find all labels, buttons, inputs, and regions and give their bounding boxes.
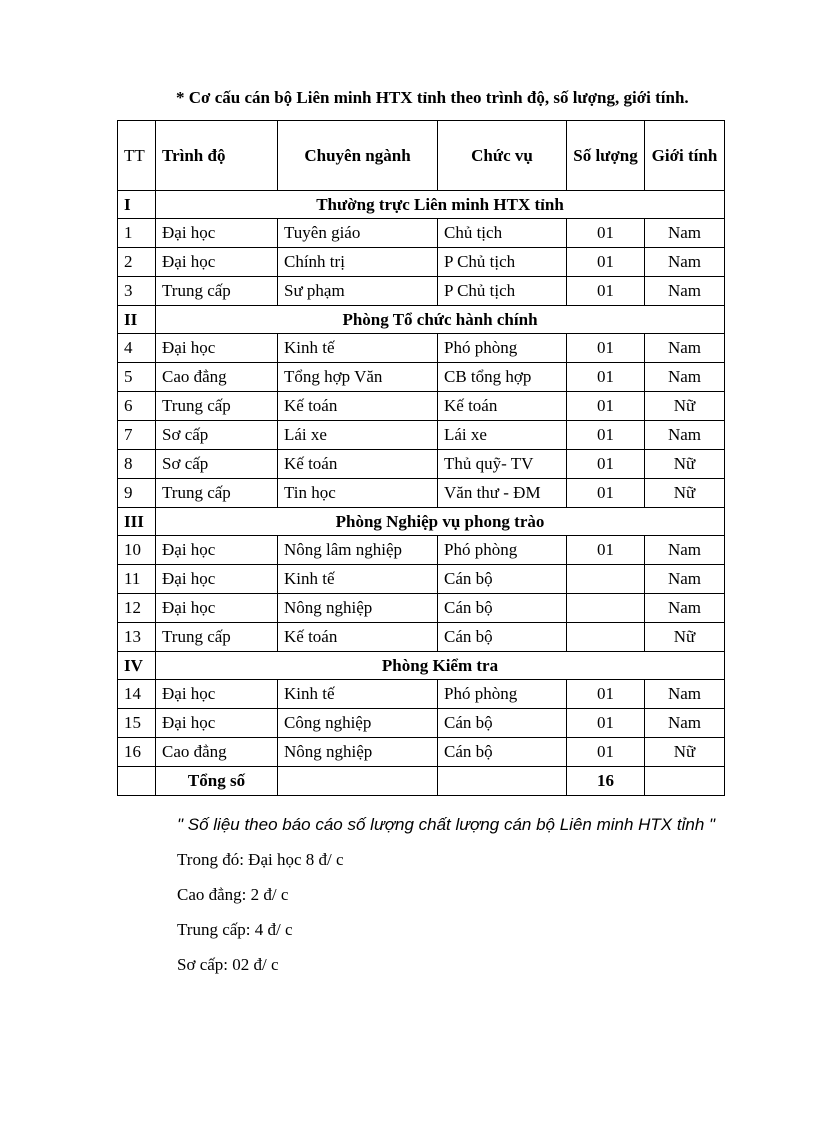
summary-line-4: Sơ cấp: 02 đ/ c [177, 955, 279, 974]
row-number: 4 [118, 334, 156, 363]
row-number: 6 [118, 392, 156, 421]
row-major: Kinh tế [278, 565, 438, 594]
row-level: Đại học [156, 680, 278, 709]
summary-line-3: Trung cấp: 4 đ/ c [177, 920, 293, 939]
header-gender: Giới tính [645, 121, 725, 191]
section-name: Phòng Tổ chức hành chính [156, 306, 725, 334]
row-major: Kinh tế [278, 334, 438, 363]
table-header-row [118, 121, 725, 191]
row-quantity: 01 [567, 392, 645, 421]
row-major: Sư phạm [278, 277, 438, 306]
row-position: Văn thư - ĐM [438, 479, 567, 508]
row-gender: Nam [645, 536, 725, 565]
row-major: Kế toán [278, 392, 438, 421]
section-name: Phòng Kiểm tra [156, 652, 725, 680]
row-gender: Nữ [645, 623, 725, 652]
header-level: Trình độ [156, 121, 278, 191]
row-quantity: 01 [567, 277, 645, 306]
row-level: Sơ cấp [156, 421, 278, 450]
table-row [118, 709, 725, 738]
document-title: * Cơ cấu cán bộ Liên minh HTX tỉnh theo trình độ, số lượng, giới tính. [176, 88, 689, 107]
source-note: " Số liệu theo báo cáo số lượng chất lượng cán bộ Liên minh HTX tỉnh " [177, 815, 716, 834]
row-number: 10 [118, 536, 156, 565]
table-row [118, 536, 725, 565]
table-row [118, 248, 725, 277]
table-row [118, 421, 725, 450]
row-number: 15 [118, 709, 156, 738]
row-position: Cán bộ [438, 738, 567, 767]
row-gender: Nữ [645, 738, 725, 767]
total-empty-gender [645, 767, 725, 796]
row-level: Đại học [156, 248, 278, 277]
row-quantity: 01 [567, 334, 645, 363]
row-quantity [567, 594, 645, 623]
row-level: Trung cấp [156, 623, 278, 652]
table-row [118, 565, 725, 594]
row-number: 7 [118, 421, 156, 450]
total-label: Tổng số [156, 767, 278, 796]
row-quantity: 01 [567, 363, 645, 392]
table-row [118, 594, 725, 623]
row-quantity: 01 [567, 219, 645, 248]
table-row [118, 680, 725, 709]
row-level: Đại học [156, 709, 278, 738]
staff-structure-table [117, 120, 725, 796]
row-position: Cán bộ [438, 623, 567, 652]
row-quantity [567, 623, 645, 652]
header-tt: TT [118, 121, 156, 191]
table-row [118, 363, 725, 392]
row-number: 1 [118, 219, 156, 248]
row-number: 16 [118, 738, 156, 767]
section-number: I [118, 191, 156, 219]
row-gender: Nam [645, 709, 725, 738]
row-level: Trung cấp [156, 479, 278, 508]
row-quantity [567, 565, 645, 594]
total-row [118, 767, 725, 796]
row-level: Đại học [156, 219, 278, 248]
row-number: 3 [118, 277, 156, 306]
row-position: Thủ quỹ- TV [438, 450, 567, 479]
row-gender: Nam [645, 565, 725, 594]
table-row [118, 450, 725, 479]
row-position: Cán bộ [438, 594, 567, 623]
row-position: Phó phòng [438, 680, 567, 709]
row-gender: Nam [645, 421, 725, 450]
header-quantity: Số lượng [567, 121, 645, 191]
row-gender: Nam [645, 248, 725, 277]
row-major: Tổng hợp Văn [278, 363, 438, 392]
row-level: Trung cấp [156, 392, 278, 421]
row-gender: Nam [645, 363, 725, 392]
row-level: Đại học [156, 536, 278, 565]
row-gender: Nam [645, 594, 725, 623]
row-position: P Chủ tịch [438, 277, 567, 306]
row-quantity: 01 [567, 680, 645, 709]
row-number: 5 [118, 363, 156, 392]
row-major: Nông lâm nghiệp [278, 536, 438, 565]
row-number: 2 [118, 248, 156, 277]
row-position: Chủ tịch [438, 219, 567, 248]
section-row [118, 508, 725, 536]
row-number: 13 [118, 623, 156, 652]
row-gender: Nam [645, 680, 725, 709]
row-major: Tuyên giáo [278, 219, 438, 248]
section-number: IV [118, 652, 156, 680]
header-major: Chuyên ngành [278, 121, 438, 191]
row-gender: Nữ [645, 479, 725, 508]
row-number: 12 [118, 594, 156, 623]
row-quantity: 01 [567, 421, 645, 450]
row-position: Kế toán [438, 392, 567, 421]
row-number: 11 [118, 565, 156, 594]
table-row [118, 334, 725, 363]
section-name: Thường trực Liên minh HTX tỉnh [156, 191, 725, 219]
row-number: 9 [118, 479, 156, 508]
row-gender: Nam [645, 334, 725, 363]
row-level: Đại học [156, 594, 278, 623]
row-quantity: 01 [567, 450, 645, 479]
row-level: Cao đẳng [156, 738, 278, 767]
row-gender: Nam [645, 277, 725, 306]
row-quantity: 01 [567, 248, 645, 277]
row-quantity: 01 [567, 709, 645, 738]
row-level: Đại học [156, 565, 278, 594]
section-name: Phòng Nghiệp vụ phong trào [156, 508, 725, 536]
row-major: Nông nghiệp [278, 738, 438, 767]
row-position: Phó phòng [438, 334, 567, 363]
header-position: Chức vụ [438, 121, 567, 191]
row-gender: Nam [645, 219, 725, 248]
row-major: Kế toán [278, 450, 438, 479]
section-number: II [118, 306, 156, 334]
total-empty-position [438, 767, 567, 796]
row-major: Nông nghiệp [278, 594, 438, 623]
table-row [118, 479, 725, 508]
row-number: 8 [118, 450, 156, 479]
row-gender: Nữ [645, 392, 725, 421]
row-position: Cán bộ [438, 709, 567, 738]
total-tt-cell [118, 767, 156, 796]
total-quantity: 16 [567, 767, 645, 796]
row-level: Sơ cấp [156, 450, 278, 479]
table-row [118, 392, 725, 421]
section-row [118, 191, 725, 219]
total-empty-major [278, 767, 438, 796]
table-row [118, 219, 725, 248]
row-level: Đại học [156, 334, 278, 363]
row-quantity: 01 [567, 479, 645, 508]
row-position: CB tổng hợp [438, 363, 567, 392]
table-body [118, 191, 725, 796]
row-position: Phó phòng [438, 536, 567, 565]
row-major: Tin học [278, 479, 438, 508]
section-row [118, 652, 725, 680]
row-quantity: 01 [567, 536, 645, 565]
row-major: Kế toán [278, 623, 438, 652]
row-position: Cán bộ [438, 565, 567, 594]
row-level: Trung cấp [156, 277, 278, 306]
section-number: III [118, 508, 156, 536]
table-row [118, 277, 725, 306]
summary-line-2: Cao đẳng: 2 đ/ c [177, 885, 289, 904]
row-major: Chính trị [278, 248, 438, 277]
row-gender: Nữ [645, 450, 725, 479]
row-number: 14 [118, 680, 156, 709]
row-major: Kinh tế [278, 680, 438, 709]
row-quantity: 01 [567, 738, 645, 767]
row-level: Cao đẳng [156, 363, 278, 392]
row-major: Lái xe [278, 421, 438, 450]
table-row [118, 738, 725, 767]
table-row [118, 623, 725, 652]
row-position: P Chủ tịch [438, 248, 567, 277]
section-row [118, 306, 725, 334]
row-major: Công nghiệp [278, 709, 438, 738]
summary-line-1: Trong đó: Đại học 8 đ/ c [177, 850, 344, 869]
row-position: Lái xe [438, 421, 567, 450]
